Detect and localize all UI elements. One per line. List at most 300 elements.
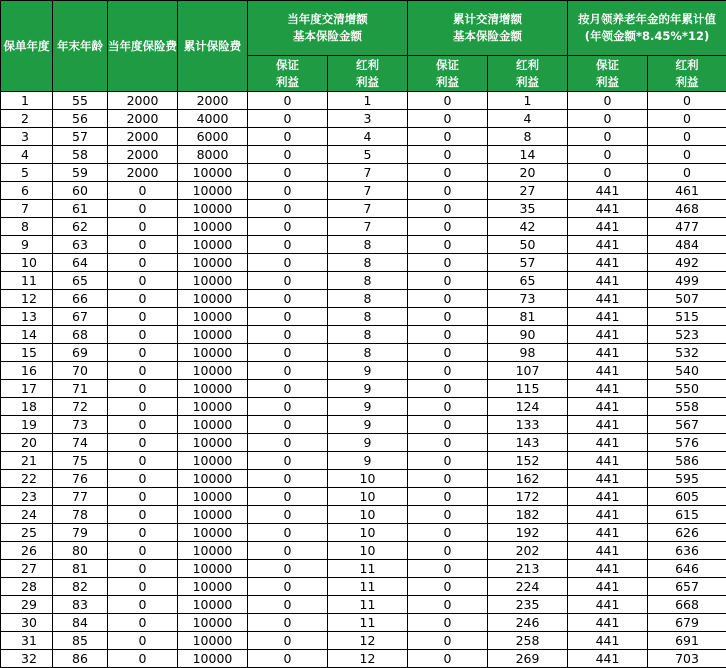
table-row	[1, 128, 726, 146]
cell-age-end: 66	[53, 290, 108, 308]
cell-cumulative-paidup-guaranteed: 0	[408, 272, 488, 290]
table-row	[1, 416, 726, 434]
cell-annual-paidup-guaranteed: 0	[248, 92, 328, 110]
cell-annuity-dividend: 595	[648, 470, 726, 488]
cell-annuity-guaranteed: 441	[568, 524, 648, 542]
cell-annual-paidup-dividend: 3	[328, 110, 408, 128]
cell-annual-paidup-guaranteed: 0	[248, 164, 328, 182]
cell-annuity-dividend: 703	[648, 650, 726, 668]
cell-cumulative-paidup-guaranteed: 0	[408, 452, 488, 470]
cell-cumulative-paidup-dividend: 202	[488, 542, 568, 560]
cell-annual-premium: 0	[108, 398, 178, 416]
header-annuity: 按月领养老年金的年累计值 (年领金额*8.45%*12)	[568, 1, 726, 56]
cell-annual-premium: 0	[108, 290, 178, 308]
cell-cumulative-paidup-guaranteed: 0	[408, 596, 488, 614]
cell-annual-premium: 0	[108, 452, 178, 470]
cell-annuity-guaranteed: 441	[568, 182, 648, 200]
cell-annual-paidup-guaranteed: 0	[248, 110, 328, 128]
cell-cumulative-premium: 10000	[178, 344, 248, 362]
cell-annuity-dividend: 636	[648, 542, 726, 560]
table-body	[1, 92, 726, 668]
table-row	[1, 326, 726, 344]
cell-annuity-guaranteed: 0	[568, 128, 648, 146]
cell-cumulative-paidup-guaranteed: 0	[408, 146, 488, 164]
cell-age-end: 86	[53, 650, 108, 668]
cell-annual-paidup-guaranteed: 0	[248, 146, 328, 164]
cell-policy-year: 2	[1, 110, 53, 128]
cell-annuity-dividend: 646	[648, 560, 726, 578]
subheader-guaranteed: 保证 利益	[408, 56, 488, 92]
cell-policy-year: 19	[1, 416, 53, 434]
table-row	[1, 182, 726, 200]
cell-policy-year: 23	[1, 488, 53, 506]
cell-cumulative-paidup-dividend: 246	[488, 614, 568, 632]
cell-policy-year: 20	[1, 434, 53, 452]
cell-annual-paidup-guaranteed: 0	[248, 578, 328, 596]
table-row	[1, 398, 726, 416]
cell-annuity-guaranteed: 441	[568, 488, 648, 506]
cell-cumulative-premium: 10000	[178, 200, 248, 218]
cell-cumulative-paidup-dividend: 65	[488, 272, 568, 290]
cell-cumulative-paidup-dividend: 98	[488, 344, 568, 362]
cell-cumulative-premium: 4000	[178, 110, 248, 128]
cell-annual-paidup-dividend: 10	[328, 524, 408, 542]
cell-age-end: 58	[53, 146, 108, 164]
cell-policy-year: 4	[1, 146, 53, 164]
cell-annual-paidup-dividend: 5	[328, 146, 408, 164]
cell-cumulative-premium: 10000	[178, 290, 248, 308]
cell-policy-year: 11	[1, 272, 53, 290]
cell-annuity-dividend: 626	[648, 524, 726, 542]
cell-policy-year: 32	[1, 650, 53, 668]
cell-policy-year: 10	[1, 254, 53, 272]
cell-age-end: 76	[53, 470, 108, 488]
cell-annual-paidup-guaranteed: 0	[248, 416, 328, 434]
table-row	[1, 218, 726, 236]
cell-annual-paidup-guaranteed: 0	[248, 128, 328, 146]
cell-cumulative-paidup-dividend: 152	[488, 452, 568, 470]
table-row	[1, 578, 726, 596]
cell-age-end: 78	[53, 506, 108, 524]
cell-annuity-guaranteed: 441	[568, 344, 648, 362]
cell-cumulative-paidup-dividend: 1	[488, 92, 568, 110]
cell-annual-paidup-dividend: 11	[328, 578, 408, 596]
cell-annual-premium: 0	[108, 326, 178, 344]
cell-annual-paidup-guaranteed: 0	[248, 398, 328, 416]
cell-annual-premium: 0	[108, 614, 178, 632]
cell-annual-paidup-dividend: 9	[328, 416, 408, 434]
cell-age-end: 64	[53, 254, 108, 272]
table-row	[1, 272, 726, 290]
cell-policy-year: 30	[1, 614, 53, 632]
cell-annuity-guaranteed: 441	[568, 632, 648, 650]
cell-cumulative-paidup-guaranteed: 0	[408, 200, 488, 218]
cell-annuity-guaranteed: 441	[568, 434, 648, 452]
cell-annuity-guaranteed: 441	[568, 650, 648, 668]
cell-cumulative-premium: 10000	[178, 182, 248, 200]
cell-policy-year: 1	[1, 92, 53, 110]
table-row	[1, 632, 726, 650]
cell-annual-paidup-guaranteed: 0	[248, 434, 328, 452]
cell-annual-paidup-dividend: 11	[328, 596, 408, 614]
cell-cumulative-paidup-guaranteed: 0	[408, 506, 488, 524]
cell-cumulative-paidup-dividend: 224	[488, 578, 568, 596]
cell-annuity-dividend: 550	[648, 380, 726, 398]
table-row	[1, 362, 726, 380]
cell-annual-paidup-guaranteed: 0	[248, 380, 328, 398]
cell-annuity-dividend: 576	[648, 434, 726, 452]
cell-cumulative-premium: 10000	[178, 596, 248, 614]
cell-annuity-dividend: 477	[648, 218, 726, 236]
cell-cumulative-premium: 10000	[178, 362, 248, 380]
cell-annuity-dividend: 0	[648, 92, 726, 110]
cell-cumulative-paidup-guaranteed: 0	[408, 560, 488, 578]
cell-cumulative-paidup-guaranteed: 0	[408, 308, 488, 326]
cell-annual-premium: 0	[108, 488, 178, 506]
cell-annuity-dividend: 0	[648, 146, 726, 164]
cell-annual-paidup-guaranteed: 0	[248, 596, 328, 614]
cell-annual-paidup-dividend: 8	[328, 344, 408, 362]
cell-age-end: 79	[53, 524, 108, 542]
cell-age-end: 81	[53, 560, 108, 578]
cell-policy-year: 24	[1, 506, 53, 524]
cell-cumulative-premium: 10000	[178, 524, 248, 542]
cell-annuity-guaranteed: 441	[568, 614, 648, 632]
cell-annual-paidup-guaranteed: 0	[248, 308, 328, 326]
header-policy-year: 保单年度	[1, 1, 53, 92]
table-row	[1, 650, 726, 668]
table-row	[1, 452, 726, 470]
cell-annuity-dividend: 605	[648, 488, 726, 506]
cell-annuity-dividend: 0	[648, 128, 726, 146]
cell-annual-premium: 0	[108, 272, 178, 290]
cell-annual-premium: 2000	[108, 146, 178, 164]
cell-annuity-guaranteed: 0	[568, 110, 648, 128]
table-row	[1, 596, 726, 614]
cell-policy-year: 3	[1, 128, 53, 146]
cell-annual-premium: 0	[108, 542, 178, 560]
cell-age-end: 77	[53, 488, 108, 506]
cell-cumulative-premium: 2000	[178, 92, 248, 110]
cell-cumulative-paidup-dividend: 81	[488, 308, 568, 326]
cell-cumulative-paidup-dividend: 258	[488, 632, 568, 650]
cell-annuity-dividend: 540	[648, 362, 726, 380]
header-annual-premium: 当年度保险费	[108, 1, 178, 92]
cell-annual-paidup-guaranteed: 0	[248, 452, 328, 470]
cell-annuity-guaranteed: 441	[568, 506, 648, 524]
cell-policy-year: 15	[1, 344, 53, 362]
cell-age-end: 57	[53, 128, 108, 146]
cell-cumulative-paidup-dividend: 73	[488, 290, 568, 308]
cell-policy-year: 21	[1, 452, 53, 470]
cell-cumulative-paidup-dividend: 35	[488, 200, 568, 218]
cell-annual-premium: 0	[108, 560, 178, 578]
cell-annuity-dividend: 586	[648, 452, 726, 470]
cell-cumulative-premium: 10000	[178, 506, 248, 524]
cell-annual-paidup-dividend: 12	[328, 632, 408, 650]
cell-age-end: 59	[53, 164, 108, 182]
cell-annual-paidup-dividend: 7	[328, 218, 408, 236]
cell-age-end: 60	[53, 182, 108, 200]
cell-age-end: 65	[53, 272, 108, 290]
cell-annuity-dividend: 532	[648, 344, 726, 362]
cell-annual-paidup-guaranteed: 0	[248, 362, 328, 380]
cell-cumulative-premium: 10000	[178, 254, 248, 272]
cell-cumulative-paidup-dividend: 14	[488, 146, 568, 164]
cell-cumulative-paidup-dividend: 213	[488, 560, 568, 578]
cell-annual-paidup-dividend: 12	[328, 650, 408, 668]
cell-cumulative-premium: 6000	[178, 128, 248, 146]
cell-policy-year: 22	[1, 470, 53, 488]
cell-cumulative-paidup-guaranteed: 0	[408, 650, 488, 668]
cell-cumulative-paidup-guaranteed: 0	[408, 290, 488, 308]
cell-annual-premium: 0	[108, 578, 178, 596]
cell-annuity-guaranteed: 441	[568, 596, 648, 614]
cell-cumulative-premium: 10000	[178, 542, 248, 560]
cell-age-end: 63	[53, 236, 108, 254]
cell-cumulative-premium: 10000	[178, 488, 248, 506]
header-cumulative-paidup: 累计交清增额 基本保险金额	[408, 1, 568, 56]
cell-annual-paidup-guaranteed: 0	[248, 254, 328, 272]
table-row	[1, 434, 726, 452]
cell-annual-paidup-guaranteed: 0	[248, 218, 328, 236]
cell-annual-premium: 0	[108, 434, 178, 452]
cell-annual-paidup-dividend: 8	[328, 308, 408, 326]
cell-annual-premium: 0	[108, 506, 178, 524]
cell-annual-paidup-guaranteed: 0	[248, 344, 328, 362]
cell-annual-paidup-dividend: 11	[328, 560, 408, 578]
cell-cumulative-paidup-guaranteed: 0	[408, 344, 488, 362]
cell-annuity-guaranteed: 0	[568, 146, 648, 164]
cell-policy-year: 28	[1, 578, 53, 596]
cell-annual-premium: 0	[108, 650, 178, 668]
cell-annuity-guaranteed: 441	[568, 308, 648, 326]
cell-annual-paidup-guaranteed: 0	[248, 542, 328, 560]
cell-annual-paidup-dividend: 8	[328, 254, 408, 272]
cell-cumulative-paidup-dividend: 90	[488, 326, 568, 344]
cell-policy-year: 26	[1, 542, 53, 560]
cell-cumulative-premium: 10000	[178, 326, 248, 344]
cell-cumulative-paidup-guaranteed: 0	[408, 416, 488, 434]
table-row	[1, 92, 726, 110]
cell-cumulative-premium: 10000	[178, 452, 248, 470]
subheader-guaranteed: 保证 利益	[248, 56, 328, 92]
cell-annual-premium: 0	[108, 632, 178, 650]
cell-cumulative-premium: 10000	[178, 308, 248, 326]
cell-cumulative-paidup-dividend: 192	[488, 524, 568, 542]
cell-age-end: 72	[53, 398, 108, 416]
cell-age-end: 62	[53, 218, 108, 236]
cell-cumulative-paidup-guaranteed: 0	[408, 326, 488, 344]
cell-annual-paidup-guaranteed: 0	[248, 650, 328, 668]
cell-age-end: 71	[53, 380, 108, 398]
cell-annual-premium: 0	[108, 182, 178, 200]
cell-cumulative-premium: 10000	[178, 632, 248, 650]
subheader-dividend: 红利 利益	[488, 56, 568, 92]
cell-annual-premium: 0	[108, 596, 178, 614]
cell-annuity-dividend: 615	[648, 506, 726, 524]
cell-cumulative-paidup-guaranteed: 0	[408, 470, 488, 488]
table-row	[1, 506, 726, 524]
table-row	[1, 236, 726, 254]
cell-age-end: 74	[53, 434, 108, 452]
cell-annual-premium: 0	[108, 524, 178, 542]
cell-annual-paidup-dividend: 11	[328, 614, 408, 632]
cell-annual-premium: 0	[108, 416, 178, 434]
cell-age-end: 56	[53, 110, 108, 128]
table-row	[1, 470, 726, 488]
table-row	[1, 146, 726, 164]
cell-annual-paidup-dividend: 10	[328, 542, 408, 560]
cell-annual-paidup-dividend: 8	[328, 290, 408, 308]
cell-annuity-dividend: 0	[648, 110, 726, 128]
cell-annual-paidup-guaranteed: 0	[248, 614, 328, 632]
cell-cumulative-paidup-dividend: 50	[488, 236, 568, 254]
cell-annual-paidup-dividend: 10	[328, 506, 408, 524]
cell-cumulative-paidup-guaranteed: 0	[408, 218, 488, 236]
cell-cumulative-premium: 10000	[178, 650, 248, 668]
cell-annuity-guaranteed: 441	[568, 272, 648, 290]
subheader-dividend: 红利 利益	[328, 56, 408, 92]
cell-cumulative-paidup-guaranteed: 0	[408, 632, 488, 650]
cell-cumulative-paidup-dividend: 20	[488, 164, 568, 182]
cell-policy-year: 5	[1, 164, 53, 182]
cell-cumulative-paidup-guaranteed: 0	[408, 380, 488, 398]
cell-cumulative-paidup-dividend: 133	[488, 416, 568, 434]
cell-cumulative-paidup-dividend: 4	[488, 110, 568, 128]
cell-annuity-dividend: 0	[648, 164, 726, 182]
cell-annual-premium: 0	[108, 236, 178, 254]
cell-annuity-dividend: 679	[648, 614, 726, 632]
cell-annual-premium: 0	[108, 470, 178, 488]
cell-annual-paidup-dividend: 8	[328, 272, 408, 290]
cell-cumulative-paidup-dividend: 124	[488, 398, 568, 416]
cell-annuity-guaranteed: 441	[568, 254, 648, 272]
cell-policy-year: 17	[1, 380, 53, 398]
cell-annuity-guaranteed: 441	[568, 398, 648, 416]
cell-annuity-guaranteed: 441	[568, 326, 648, 344]
cell-annual-paidup-guaranteed: 0	[248, 488, 328, 506]
cell-cumulative-paidup-guaranteed: 0	[408, 182, 488, 200]
cell-age-end: 84	[53, 614, 108, 632]
cell-annual-paidup-dividend: 8	[328, 236, 408, 254]
cell-annual-paidup-guaranteed: 0	[248, 236, 328, 254]
cell-annual-paidup-dividend: 8	[328, 326, 408, 344]
table-row	[1, 344, 726, 362]
cell-age-end: 68	[53, 326, 108, 344]
cell-cumulative-paidup-guaranteed: 0	[408, 362, 488, 380]
cell-cumulative-premium: 10000	[178, 614, 248, 632]
cell-annual-paidup-dividend: 7	[328, 182, 408, 200]
cell-annuity-dividend: 657	[648, 578, 726, 596]
header-row	[1, 1, 726, 56]
cell-cumulative-paidup-dividend: 27	[488, 182, 568, 200]
cell-annuity-guaranteed: 0	[568, 92, 648, 110]
table-row	[1, 614, 726, 632]
cell-annual-premium: 0	[108, 218, 178, 236]
cell-annual-premium: 0	[108, 254, 178, 272]
cell-cumulative-premium: 10000	[178, 236, 248, 254]
cell-cumulative-paidup-dividend: 57	[488, 254, 568, 272]
cell-annual-paidup-dividend: 7	[328, 200, 408, 218]
cell-annuity-dividend: 515	[648, 308, 726, 326]
table-row	[1, 488, 726, 506]
cell-cumulative-premium: 8000	[178, 146, 248, 164]
cell-annual-paidup-guaranteed: 0	[248, 272, 328, 290]
cell-annuity-guaranteed: 441	[568, 578, 648, 596]
cell-cumulative-paidup-guaranteed: 0	[408, 578, 488, 596]
cell-policy-year: 18	[1, 398, 53, 416]
cell-cumulative-paidup-guaranteed: 0	[408, 92, 488, 110]
cell-cumulative-paidup-guaranteed: 0	[408, 254, 488, 272]
cell-age-end: 67	[53, 308, 108, 326]
table-row	[1, 524, 726, 542]
cell-cumulative-paidup-guaranteed: 0	[408, 164, 488, 182]
cell-policy-year: 16	[1, 362, 53, 380]
cell-cumulative-paidup-dividend: 269	[488, 650, 568, 668]
cell-cumulative-paidup-guaranteed: 0	[408, 110, 488, 128]
cell-cumulative-premium: 10000	[178, 218, 248, 236]
cell-annuity-guaranteed: 441	[568, 542, 648, 560]
cell-annuity-guaranteed: 441	[568, 380, 648, 398]
cell-annual-paidup-guaranteed: 0	[248, 632, 328, 650]
cell-policy-year: 14	[1, 326, 53, 344]
cell-policy-year: 6	[1, 182, 53, 200]
table-row	[1, 164, 726, 182]
cell-annuity-dividend: 523	[648, 326, 726, 344]
header-annual-paidup: 当年度交清增额 基本保险金额	[248, 1, 408, 56]
cell-policy-year: 25	[1, 524, 53, 542]
table-row	[1, 308, 726, 326]
table-row	[1, 380, 726, 398]
cell-annual-premium: 0	[108, 362, 178, 380]
cell-cumulative-paidup-dividend: 162	[488, 470, 568, 488]
cell-policy-year: 13	[1, 308, 53, 326]
cell-age-end: 73	[53, 416, 108, 434]
cell-annual-paidup-guaranteed: 0	[248, 326, 328, 344]
cell-age-end: 75	[53, 452, 108, 470]
subheader-dividend: 红利 利益	[648, 56, 726, 92]
header-cumulative-premium: 累计保险费	[178, 1, 248, 92]
cell-policy-year: 9	[1, 236, 53, 254]
cell-annual-paidup-dividend: 4	[328, 128, 408, 146]
cell-annual-paidup-guaranteed: 0	[248, 524, 328, 542]
cell-annual-paidup-guaranteed: 0	[248, 470, 328, 488]
cell-annuity-dividend: 484	[648, 236, 726, 254]
cell-age-end: 61	[53, 200, 108, 218]
cell-annual-premium: 2000	[108, 92, 178, 110]
cell-cumulative-paidup-dividend: 143	[488, 434, 568, 452]
cell-annuity-dividend: 691	[648, 632, 726, 650]
table-row	[1, 542, 726, 560]
cell-annuity-guaranteed: 441	[568, 236, 648, 254]
cell-policy-year: 31	[1, 632, 53, 650]
cell-annuity-dividend: 567	[648, 416, 726, 434]
cell-annual-paidup-dividend: 1	[328, 92, 408, 110]
cell-cumulative-paidup-dividend: 8	[488, 128, 568, 146]
cell-cumulative-premium: 10000	[178, 560, 248, 578]
cell-cumulative-premium: 10000	[178, 272, 248, 290]
cell-annual-premium: 0	[108, 308, 178, 326]
cell-annuity-dividend: 499	[648, 272, 726, 290]
cell-cumulative-premium: 10000	[178, 380, 248, 398]
cell-age-end: 70	[53, 362, 108, 380]
cell-annuity-guaranteed: 441	[568, 218, 648, 236]
cell-annual-premium: 0	[108, 344, 178, 362]
cell-annual-premium: 2000	[108, 110, 178, 128]
cell-cumulative-paidup-guaranteed: 0	[408, 542, 488, 560]
cell-annual-paidup-dividend: 9	[328, 380, 408, 398]
